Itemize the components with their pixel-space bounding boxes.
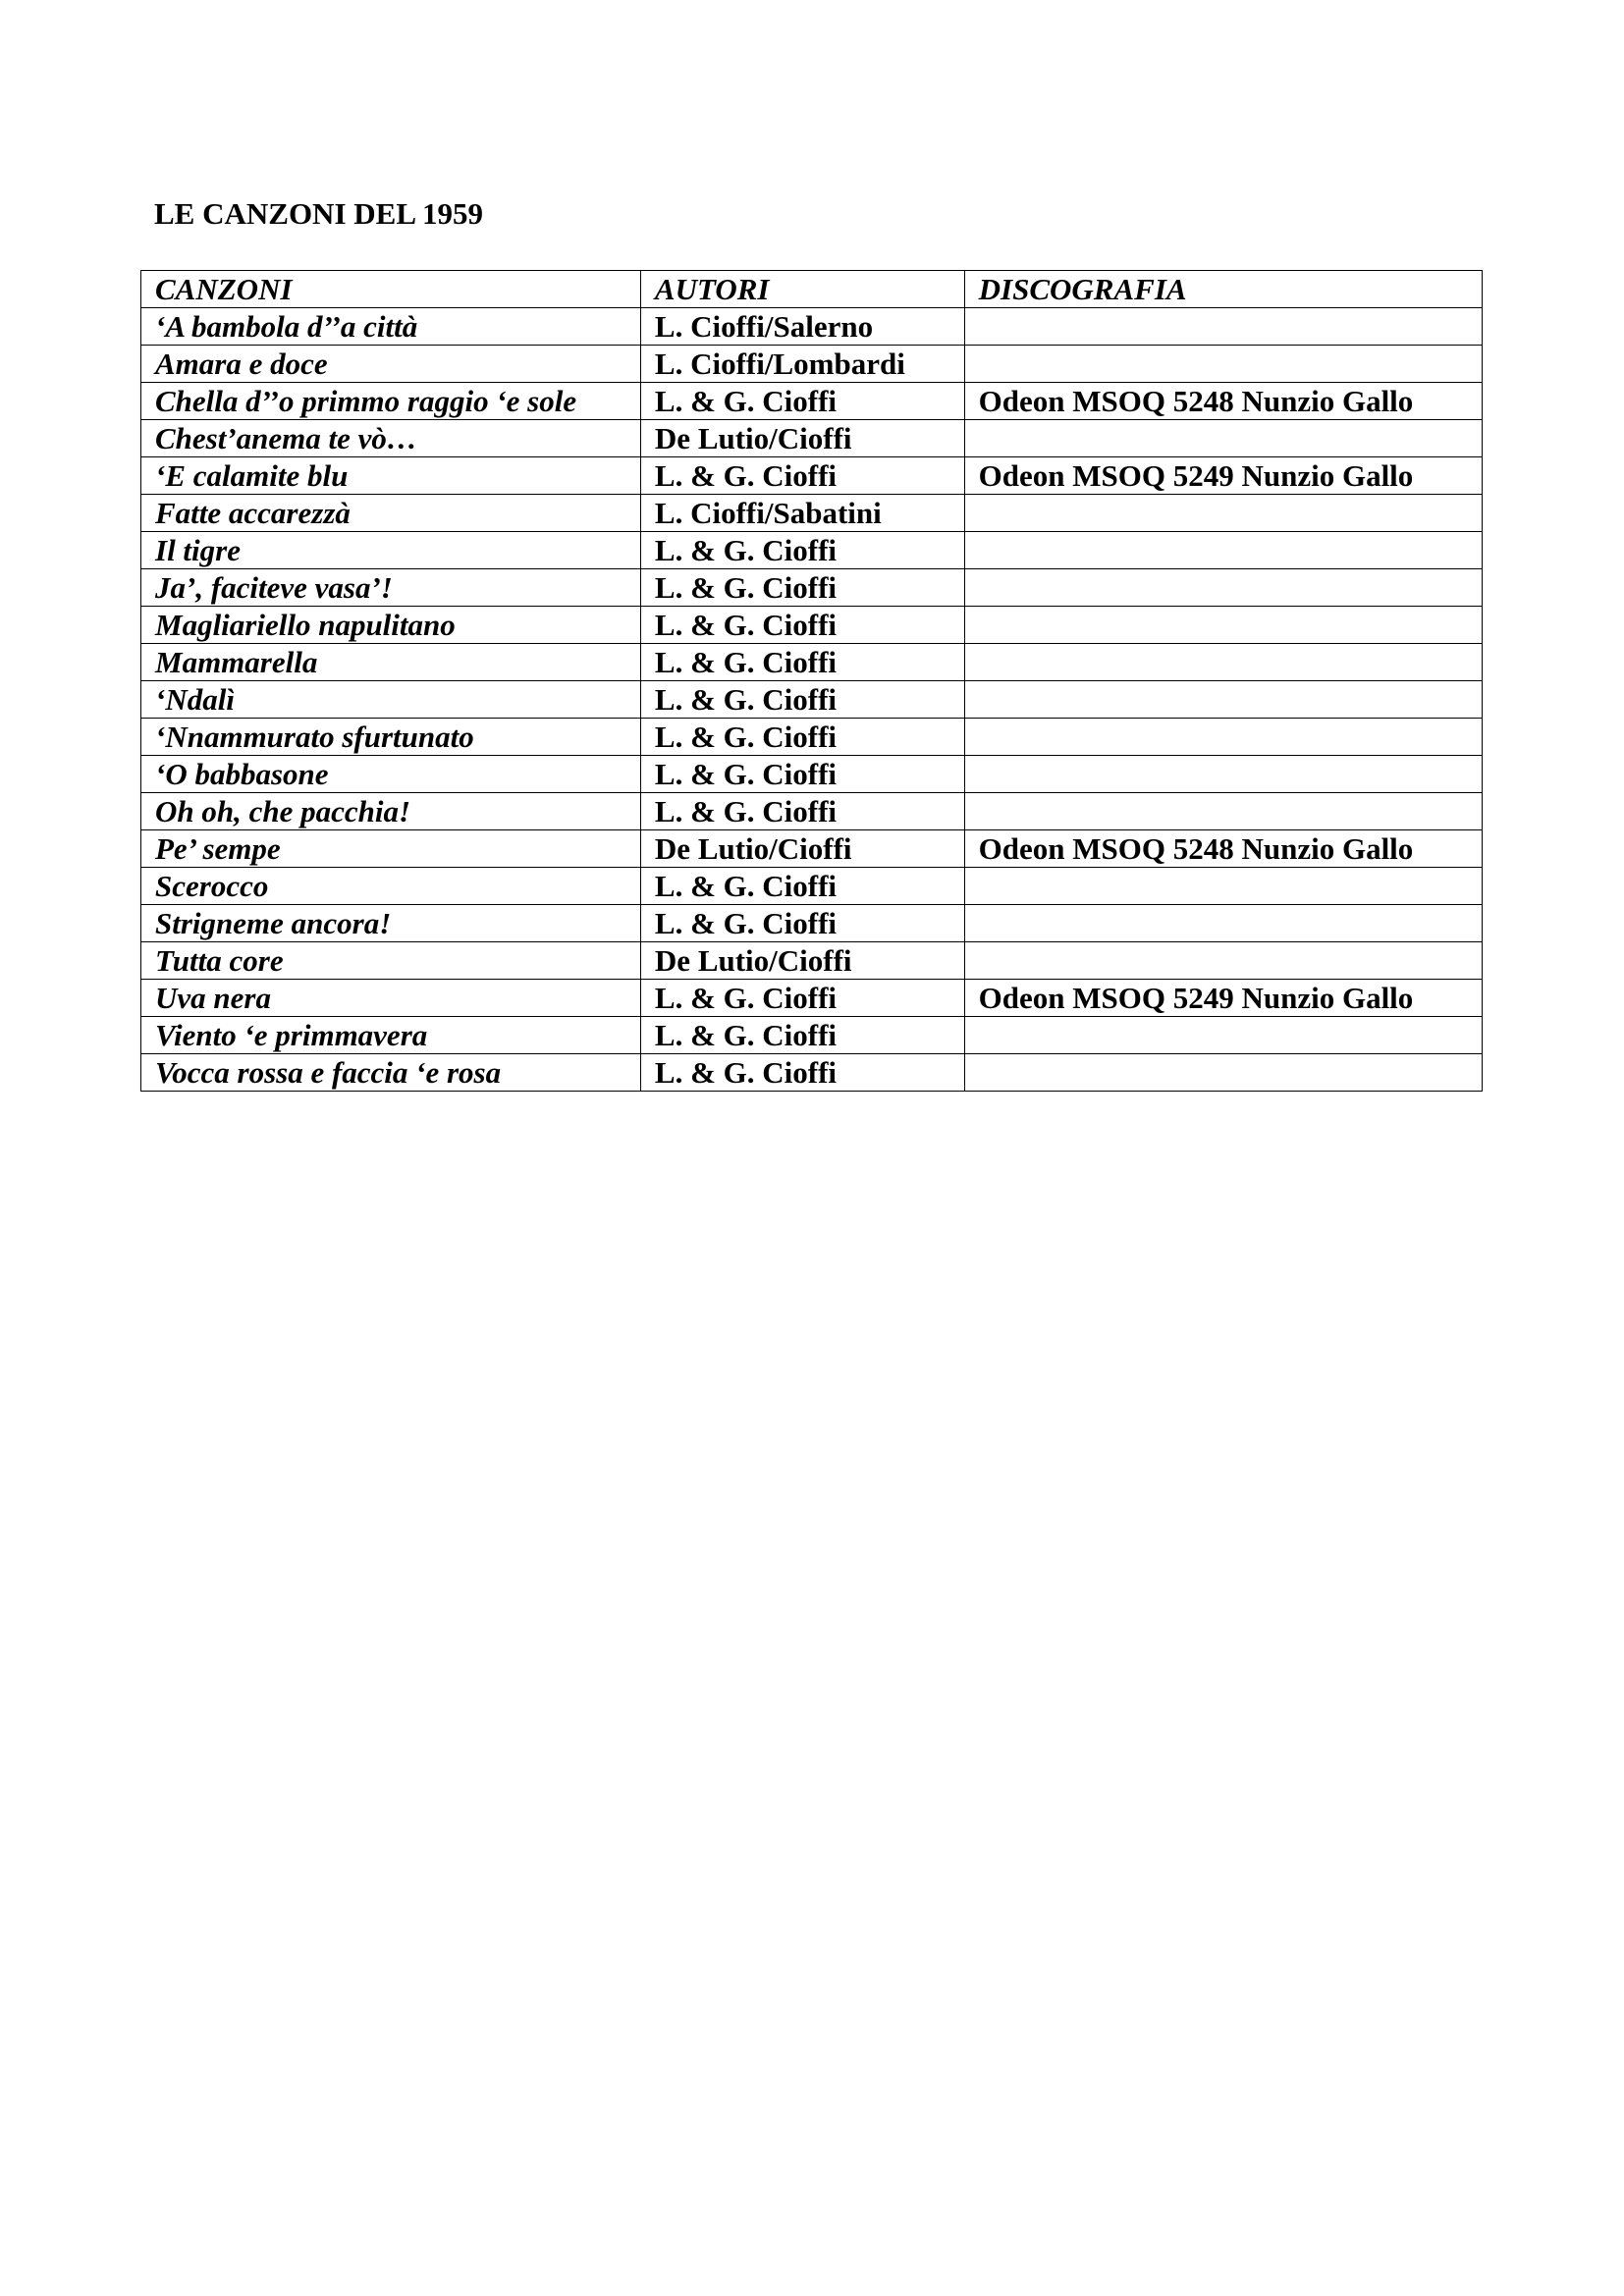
table-row — [141, 607, 1483, 644]
authors-cell: L. & G. Cioffi — [640, 1017, 964, 1054]
discography-cell — [964, 308, 1482, 346]
song-title-cell: ‘Ndalì — [141, 681, 641, 719]
authors-cell: L. Cioffi/Sabatini — [640, 495, 964, 532]
page-title: LE CANZONI DEL 1959 — [154, 196, 484, 231]
table-row — [141, 830, 1483, 868]
table-row — [141, 793, 1483, 830]
discography-cell — [964, 495, 1482, 532]
song-title-cell: Amara e doce — [141, 346, 641, 383]
table-row — [141, 457, 1483, 495]
discography-cell — [964, 793, 1482, 830]
song-title-cell: Il tigre — [141, 532, 641, 569]
table-row — [141, 756, 1483, 793]
authors-cell: L. & G. Cioffi — [640, 457, 964, 495]
table-row — [141, 942, 1483, 980]
authors-cell: L. & G. Cioffi — [640, 793, 964, 830]
authors-cell: L. & G. Cioffi — [640, 532, 964, 569]
table-row — [141, 346, 1483, 383]
discography-cell: Odeon MSOQ 5248 Nunzio Gallo — [964, 830, 1482, 868]
authors-cell: L. & G. Cioffi — [640, 980, 964, 1017]
authors-cell: L. & G. Cioffi — [640, 607, 964, 644]
song-title-cell: Magliariello napulitano — [141, 607, 641, 644]
table-body — [141, 308, 1483, 1092]
table-row — [141, 644, 1483, 681]
authors-cell: De Lutio/Cioffi — [640, 420, 964, 457]
song-title-cell: Strigneme ancora! — [141, 905, 641, 942]
discography-cell — [964, 532, 1482, 569]
discography-cell: Odeon MSOQ 5249 Nunzio Gallo — [964, 457, 1482, 495]
song-title-cell: ‘E calamite blu — [141, 457, 641, 495]
authors-cell: L. & G. Cioffi — [640, 1054, 964, 1092]
authors-cell: L. & G. Cioffi — [640, 719, 964, 756]
table-row — [141, 980, 1483, 1017]
authors-cell: L. Cioffi/Lombardi — [640, 346, 964, 383]
song-title-cell: Scerocco — [141, 868, 641, 905]
authors-cell: L. & G. Cioffi — [640, 905, 964, 942]
discography-cell — [964, 1054, 1482, 1092]
table-header — [141, 271, 1483, 308]
table-row — [141, 569, 1483, 607]
song-title-cell: ‘O babbasone — [141, 756, 641, 793]
table-row — [141, 383, 1483, 420]
table-header-row — [141, 271, 1483, 308]
table-row — [141, 495, 1483, 532]
discography-cell — [964, 681, 1482, 719]
authors-cell: De Lutio/Cioffi — [640, 942, 964, 980]
table-row — [141, 681, 1483, 719]
song-title-cell: Fatte accarezzà — [141, 495, 641, 532]
authors-cell: De Lutio/Cioffi — [640, 830, 964, 868]
song-title-cell: Oh oh, che pacchia! — [141, 793, 641, 830]
table-row — [141, 1017, 1483, 1054]
table-row — [141, 308, 1483, 346]
discography-cell — [964, 644, 1482, 681]
discography-cell — [964, 607, 1482, 644]
table-row — [141, 719, 1483, 756]
song-title-cell: Tutta core — [141, 942, 641, 980]
song-title-cell: Mammarella — [141, 644, 641, 681]
authors-cell: L. & G. Cioffi — [640, 569, 964, 607]
discography-cell — [964, 942, 1482, 980]
discography-cell: Odeon MSOQ 5249 Nunzio Gallo — [964, 980, 1482, 1017]
table-row — [141, 532, 1483, 569]
song-title-cell: Uva nera — [141, 980, 641, 1017]
song-title-cell: Viento ‘e primmavera — [141, 1017, 641, 1054]
discography-cell — [964, 1017, 1482, 1054]
authors-cell: L. & G. Cioffi — [640, 644, 964, 681]
authors-cell: L. & G. Cioffi — [640, 681, 964, 719]
song-title-cell: Chest’anema te vò… — [141, 420, 641, 457]
discography-cell — [964, 420, 1482, 457]
song-title-cell: Ja’, faciteve vasa’! — [141, 569, 641, 607]
authors-cell: L. Cioffi/Salerno — [640, 308, 964, 346]
column-header-song: CANZONI — [141, 271, 641, 308]
table-row — [141, 420, 1483, 457]
song-title-cell: ‘Nnammurato sfurtunato — [141, 719, 641, 756]
discography-cell: Odeon MSOQ 5248 Nunzio Gallo — [964, 383, 1482, 420]
song-title-cell: Chella d’’o primmo raggio ‘e sole — [141, 383, 641, 420]
song-title-cell: ‘A bambola d’’a città — [141, 308, 641, 346]
authors-cell: L. & G. Cioffi — [640, 756, 964, 793]
discography-cell — [964, 569, 1482, 607]
song-title-cell: Vocca rossa e faccia ‘e rosa — [141, 1054, 641, 1092]
discography-cell — [964, 756, 1482, 793]
table-row — [141, 1054, 1483, 1092]
column-header-authors: AUTORI — [640, 271, 964, 308]
discography-cell — [964, 719, 1482, 756]
discography-cell — [964, 905, 1482, 942]
discography-cell — [964, 868, 1482, 905]
song-title-cell: Pe’ sempe — [141, 830, 641, 868]
discography-cell — [964, 346, 1482, 383]
songs-table — [140, 270, 1483, 1092]
table-row — [141, 905, 1483, 942]
authors-cell: L. & G. Cioffi — [640, 868, 964, 905]
authors-cell: L. & G. Cioffi — [640, 383, 964, 420]
column-header-discography: DISCOGRAFIA — [964, 271, 1482, 308]
table-row — [141, 868, 1483, 905]
